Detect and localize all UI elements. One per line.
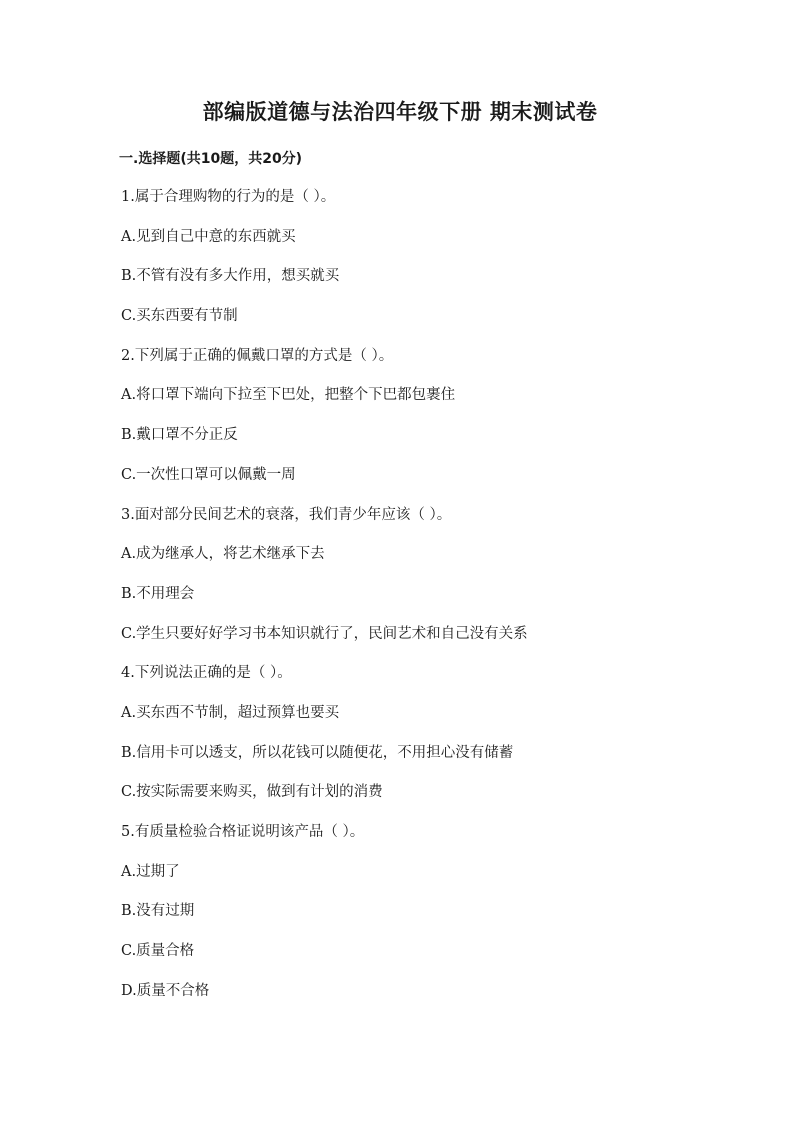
option-b: B.信用卡可以透支，所以花钱可以随便花，不用担心没有储蓄 [121, 744, 514, 761]
option-c: C.按实际需要来购买，做到有计划的消费 [121, 784, 383, 801]
option-a: A.将口罩下端向下拉至下巴处，把整个下巴都包裹住 [121, 387, 456, 404]
question-list [121, 182, 761, 1015]
option-a: A.成为继承人，将艺术继承下去 [121, 546, 325, 563]
option-b: B.没有过期 [121, 903, 195, 920]
section-heading: 一.选择题(共10题，共20分) [119, 151, 303, 167]
option-b: B.不管有没有多大作用，想买就买 [121, 268, 340, 285]
option-c: C.质量合格 [121, 943, 195, 960]
question-stem: 2.下列属于正确的佩戴口罩的方式是（ ）。 [121, 347, 394, 364]
option-a: A.见到自己中意的东西就买 [121, 228, 296, 245]
question-stem: 1.属于合理购物的行为的是（ ）。 [121, 189, 336, 205]
question-stem: 5.有质量检验合格证说明该产品（ ）。 [121, 824, 365, 840]
option-a: A.过期了 [121, 863, 180, 880]
option-d: D.质量不合格 [121, 982, 210, 999]
option-c: C.买东西要有节制 [121, 308, 238, 325]
question-stem: 4.下列说法正确的是（ ）。 [121, 665, 292, 682]
question-stem: 3.面对部分民间艺术的衰落，我们青少年应该（ ）。 [121, 506, 452, 523]
option-a: A.买东西不节制，超过预算也要买 [121, 704, 340, 721]
option-b: B.不用理会 [121, 585, 195, 602]
option-c: C.一次性口罩可以佩戴一周 [121, 466, 296, 483]
option-b: B.戴口罩不分正反 [121, 427, 238, 444]
option-c: C.学生只要好好学习书本知识就行了，民间艺术和自己没有关系 [121, 625, 528, 642]
page-title: 部编版道德与法治四年级下册 期末测试卷 [202, 100, 598, 124]
